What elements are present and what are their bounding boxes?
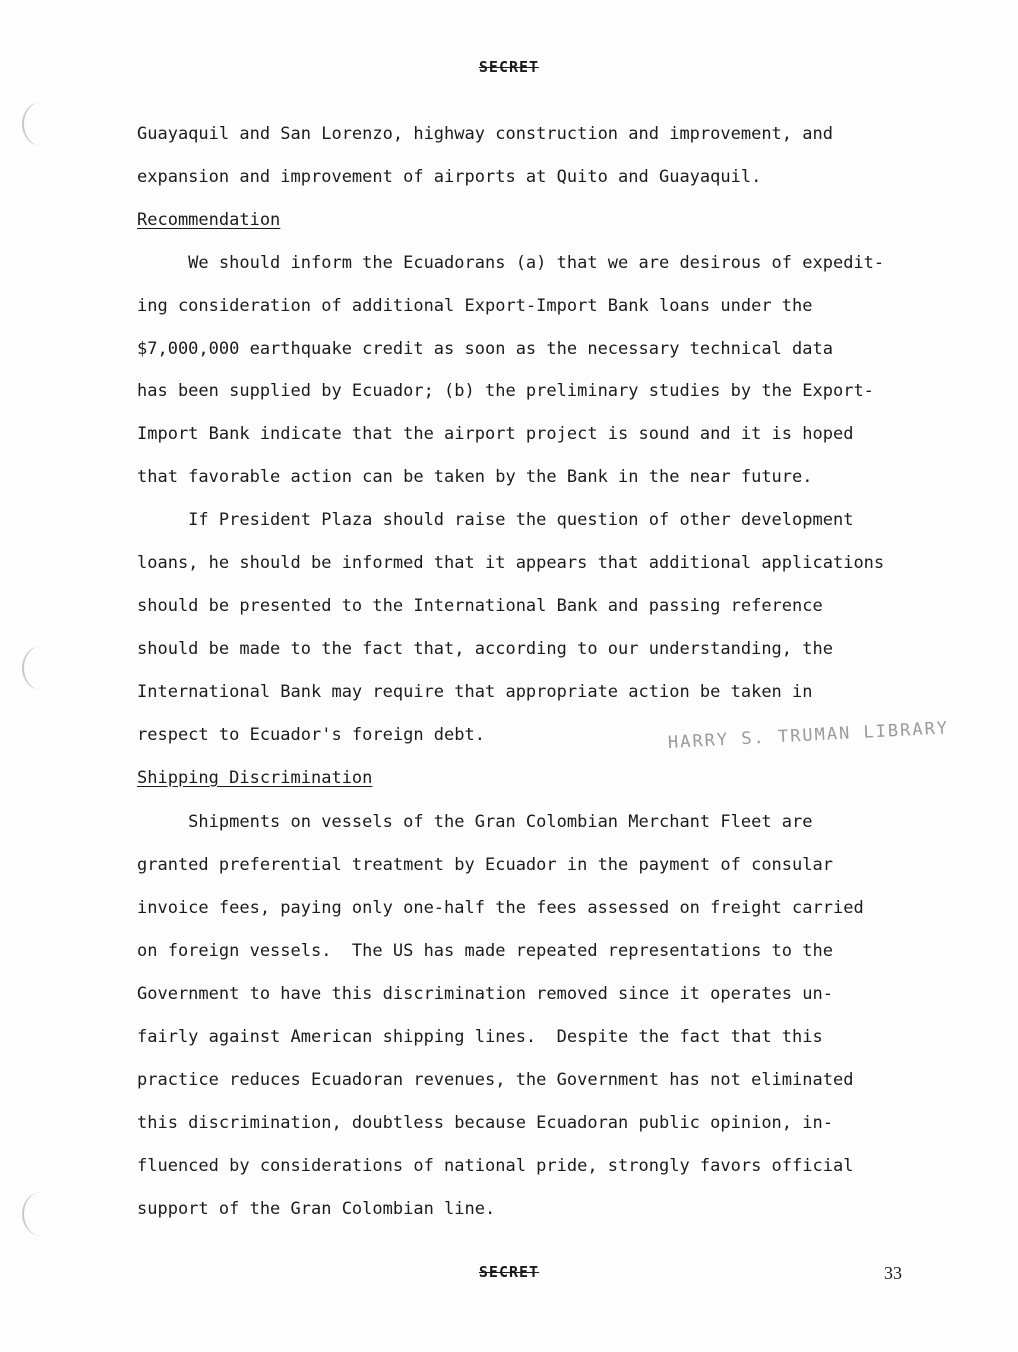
- body-line: respect to Ecuador's foreign debt.: [137, 725, 485, 745]
- library-stamp: HARRY S. TRUMAN LIBRARY: [667, 718, 950, 753]
- body-line: expansion and improvement of airports at Quito and Guayaquil.: [137, 167, 762, 187]
- body-line: loans, he should be informed that it appears that additional applications: [137, 553, 885, 573]
- body-line: that favorable action can be taken by the Bank in the near future.: [137, 467, 813, 487]
- body-line: Guayaquil and San Lorenzo, highway construction and improvement, and: [137, 124, 833, 144]
- punch-hole-mark: [22, 102, 60, 146]
- body-line: International Bank may require that appropriate action be taken in: [137, 682, 813, 702]
- body-line: $7,000,000 earthquake credit as soon as the necessary technical data: [137, 339, 833, 359]
- punch-hole-mark: [22, 646, 60, 690]
- page-number: 33: [884, 1263, 902, 1283]
- body-line: Import Bank indicate that the airport project is sound and it is hoped: [137, 424, 854, 444]
- body-line: fairly against American shipping lines. Despite the fact that this: [137, 1027, 823, 1047]
- body-line: on foreign vessels. The US has made repeated representations to the: [137, 941, 833, 961]
- section-heading-recommendation: Recommendation: [137, 210, 281, 230]
- body-line: practice reduces Ecuadoran revenues, the Government has not eliminated: [137, 1070, 854, 1090]
- section-heading-shipping: Shipping Discrimination: [137, 768, 373, 788]
- body-line: invoice fees, paying only one-half the fees assessed on freight carried: [137, 898, 864, 918]
- body-line: should be made to the fact that, according to our understanding, the: [137, 639, 833, 659]
- body-line: granted preferential treatment by Ecuador in the payment of consular: [137, 855, 833, 875]
- body-line: should be presented to the International Bank and passing reference: [137, 596, 823, 616]
- body-line: has been supplied by Ecuador; (b) the preliminary studies by the Export-: [137, 381, 874, 401]
- body-line: support of the Gran Colombian line.: [137, 1199, 496, 1219]
- body-line: fluenced by considerations of national pride, strongly favors official: [137, 1156, 854, 1176]
- body-line: Shipments on vessels of the Gran Colombian Merchant Fleet are: [137, 812, 813, 832]
- punch-hole-mark: [22, 1192, 60, 1236]
- body-line: this discrimination, doubtless because Ecuadoran public opinion, in-: [137, 1113, 833, 1133]
- body-line: ing consideration of additional Export-Import Bank loans under the: [137, 296, 813, 316]
- body-line: We should inform the Ecuadorans (a) that we are desirous of expedit-: [137, 253, 885, 273]
- classification-header: SECRET: [478, 58, 540, 76]
- body-line: If President Plaza should raise the question of other development: [137, 510, 854, 530]
- classification-footer: SECRET: [478, 1263, 540, 1281]
- body-line: Government to have this discrimination removed since it operates un-: [137, 984, 833, 1004]
